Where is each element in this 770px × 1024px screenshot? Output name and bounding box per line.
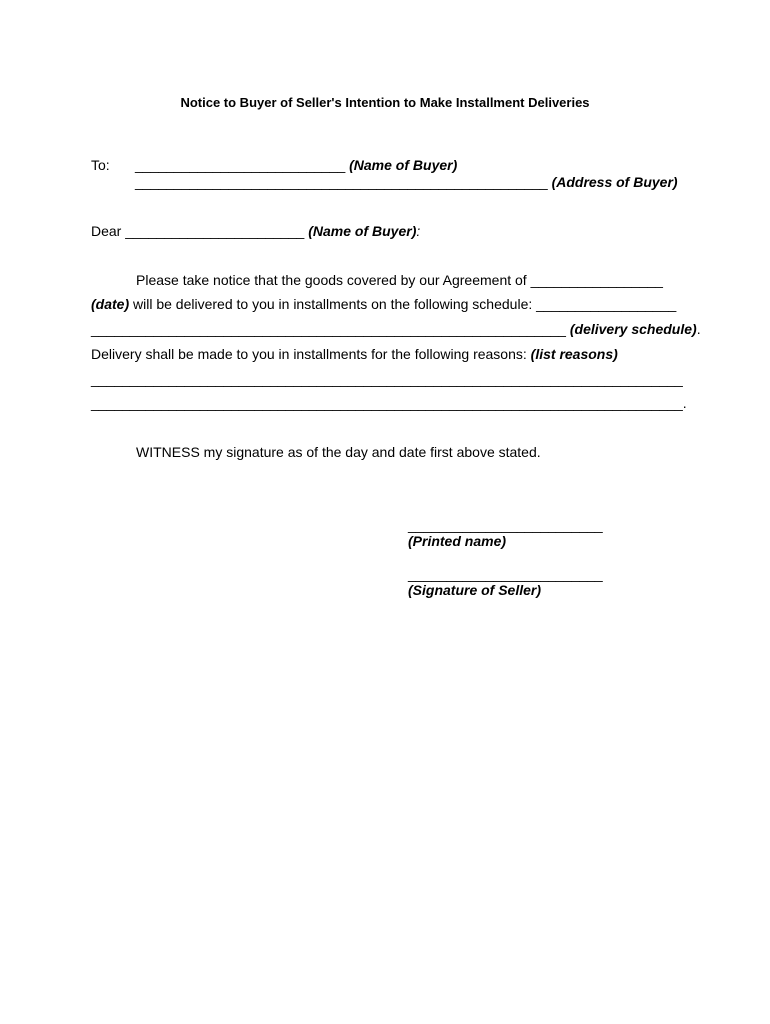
list-reasons-hint: (list reasons) <box>530 346 618 362</box>
date-hint: (date) <box>91 296 130 312</box>
salutation-colon: : <box>416 223 421 239</box>
to-label: To: <box>91 157 110 173</box>
buyer-name-blank <box>135 156 457 174</box>
buyer-address-hint: (Address of Buyer) <box>551 174 678 190</box>
para-line-2-text: will be delivered to you in installments on the following schedule: __________________ <box>129 296 677 312</box>
delivery-schedule-hint: (delivery schedule) <box>569 321 697 337</box>
para-line-2 <box>91 295 676 313</box>
printed-name-hint: (Printed name) <box>408 533 507 549</box>
document-title: Notice to Buyer of Seller's Intention to Make Installment Deliveries <box>180 95 590 110</box>
seller-signature-underline: _________________________ <box>408 566 603 582</box>
para-line-4-text: Delivery shall be made to you in installments for the following reasons: <box>91 346 531 362</box>
printed-name-underline: _________________________ <box>408 517 603 533</box>
salutation-prefix: Dear <box>91 223 122 239</box>
seller-signature-hint: (Signature of Seller) <box>408 582 542 598</box>
salutation-hint: (Name of Buyer) <box>308 223 417 239</box>
buyer-name-underline: ___________________________ <box>135 157 346 173</box>
salutation <box>91 222 420 240</box>
buyer-address-blank <box>135 173 678 191</box>
reasons-line-2 <box>91 394 687 412</box>
schedule-underline: _____________________________________________________________ <box>91 321 566 337</box>
witness-statement: WITNESS my signature as of the day and date first above stated. <box>136 444 541 460</box>
reasons-line-2-end: . <box>682 395 687 411</box>
salutation-underline: _______________________ <box>125 223 305 239</box>
buyer-address-underline: _____________________________________________________ <box>135 174 548 190</box>
para-line-4 <box>91 345 618 363</box>
buyer-name-hint: (Name of Buyer) <box>349 157 458 173</box>
para-line-3-end: . <box>696 321 701 337</box>
para-line-3 <box>91 320 701 338</box>
reasons-line-1: ____________________________________________________________________________ <box>91 371 683 387</box>
reasons-line-2-underline: ____________________________________________________________________________ <box>91 395 683 411</box>
para-line-1: Please take notice that the goods covered by our Agreement of _________________ <box>136 272 663 288</box>
